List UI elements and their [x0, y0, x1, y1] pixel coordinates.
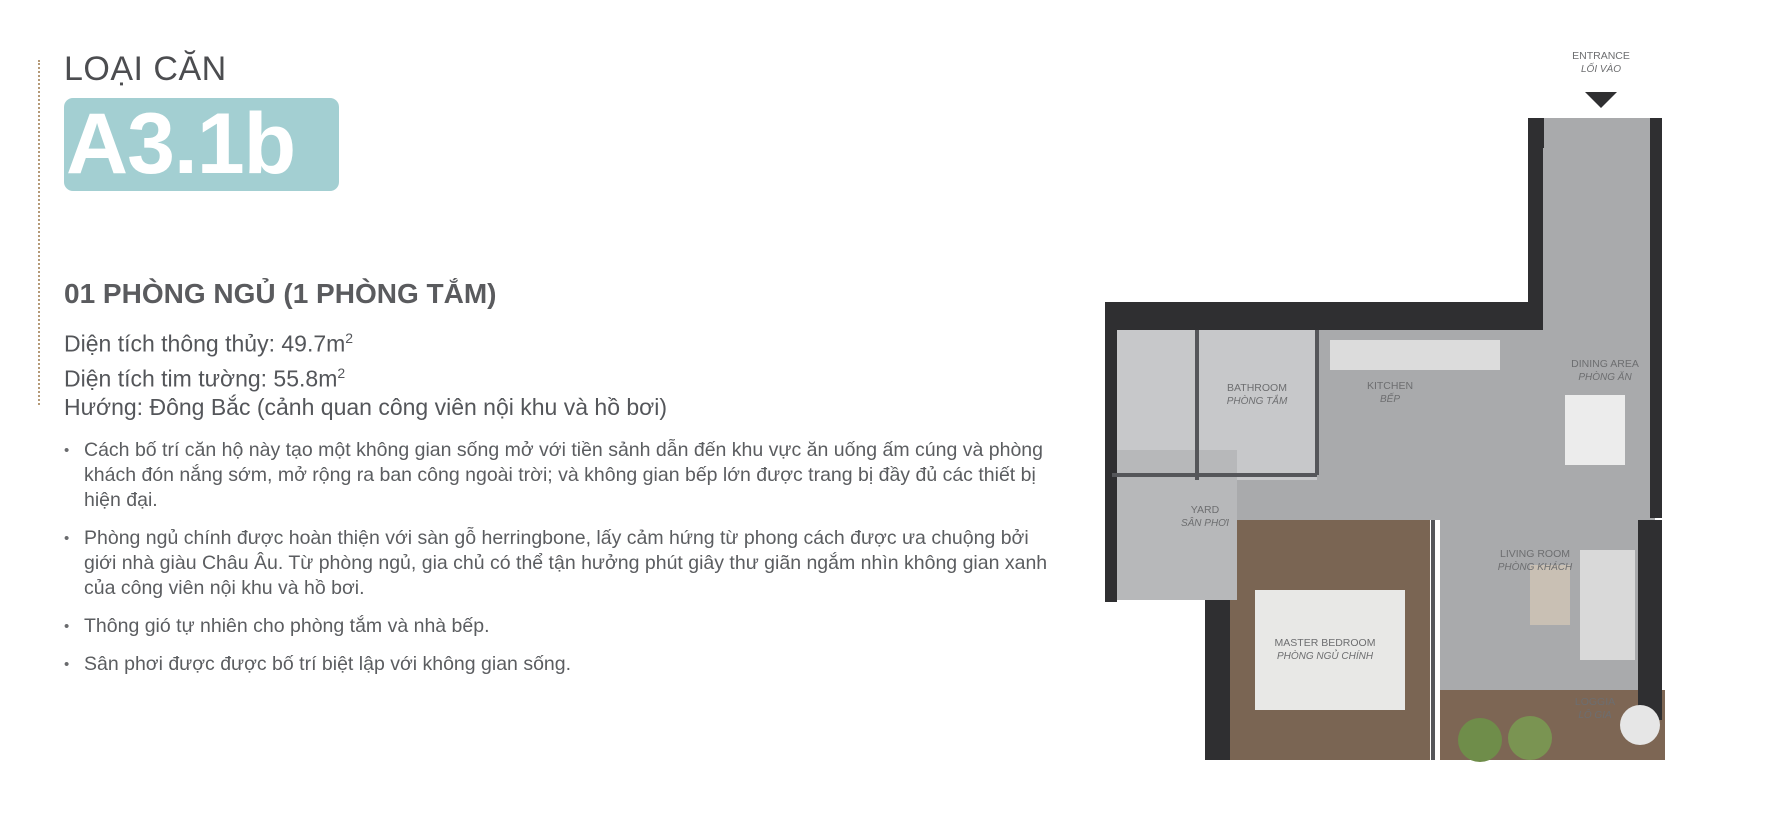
- entrance-label-vn: LỐI VÀO: [1580, 64, 1622, 75]
- unit-type-label: LOẠI CĂN: [64, 50, 227, 88]
- feature-item: • Thông gió tự nhiên cho phòng tắm và nhà bếp.: [64, 614, 1054, 639]
- bedroom-label-vn: PHÒNG NGỦ CHÍNH: [1276, 651, 1374, 662]
- bedroom-count-heading: 01 PHÒNG NGỦ (1 PHÒNG TẮM): [64, 278, 497, 309]
- floor-plan: [1090, 40, 1690, 800]
- yard-label-vn: SÂN PHƠI: [1180, 518, 1230, 529]
- dotted-divider: [38, 60, 40, 405]
- living-label-vn: PHÒNG KHÁCH: [1497, 562, 1573, 573]
- dining-label-vn: PHÒNG ĂN: [1578, 372, 1632, 383]
- kitchen-label: KITCHEN: [1366, 380, 1414, 392]
- feature-item: • Sân phơi được được bố trí biệt lập với không gian sống.: [64, 652, 1054, 677]
- loggia-label: LOGGIA: [1574, 696, 1616, 708]
- coffee-table: [1530, 565, 1570, 625]
- unit-code: A3.1b: [66, 96, 296, 192]
- sofa: [1580, 550, 1635, 660]
- bed: [1255, 590, 1405, 710]
- yard-label: YARD: [1190, 504, 1220, 516]
- gross-area: Diện tích tim tường: $55.8m^2$: [64, 364, 346, 392]
- dining-label: DINING AREA: [1571, 358, 1639, 370]
- entrance-arrow-icon: [1585, 92, 1617, 108]
- bedroom-label: MASTER BEDROOM: [1274, 637, 1376, 649]
- orientation: Hướng: Đông Bắc (cảnh quan công viên nội khu và hồ bơi): [64, 394, 668, 421]
- kitchen-label-vn: BẾP: [1379, 394, 1401, 405]
- net-area: Diện tích thông thủy: $49.7m^2$: [64, 330, 354, 357]
- wall-left: [1105, 302, 1117, 602]
- plant: [1458, 718, 1502, 762]
- kitchen-counter: [1330, 340, 1500, 370]
- bathroom-label: BATHROOM: [1227, 382, 1287, 394]
- bathroom-label-vn: PHÒNG TẮM: [1226, 396, 1288, 407]
- unit-code-badge: [64, 98, 339, 191]
- wall-entrance-right: [1650, 118, 1662, 518]
- entrance-label: ENTRANCE: [1572, 50, 1630, 62]
- wall-right-lower: [1638, 520, 1662, 720]
- wall-bedroom-left: [1205, 600, 1230, 760]
- wall-top: [1105, 145, 1543, 330]
- feature-item: • Cách bố trí căn hộ này tạo một không gian sống mở với tiền sảnh dẫn đến khu vực ăn uống ấm cúng và phòng khách đón nắng sớm, mở rộng ra ban công ngoài trời; và không gian bếp lớn được trang bị đầy đủ các thiết bị hiện đại.: [64, 438, 1054, 513]
- dining-table: [1565, 395, 1625, 465]
- loggia-table: [1620, 705, 1660, 745]
- living-label: LIVING ROOM: [1499, 548, 1571, 560]
- plant: [1508, 716, 1552, 760]
- wall-entrance-left: [1528, 118, 1544, 148]
- unit-specs: [64, 324, 667, 422]
- feature-list: [64, 438, 1054, 690]
- loggia-label-vn: LÔ GIA: [1578, 710, 1612, 721]
- feature-item: • Phòng ngủ chính được hoàn thiện với sàn gỗ herringbone, lấy cảm hứng từ phong cách được ưa chuộng bởi giới nhà giàu Châu Âu. Từ phòng ngủ, gia chủ có thể tận hưởng phút giây thư giãn ngắm nhìn không gian xanh của công viên nội khu và hồ bơi.: [64, 526, 1054, 601]
